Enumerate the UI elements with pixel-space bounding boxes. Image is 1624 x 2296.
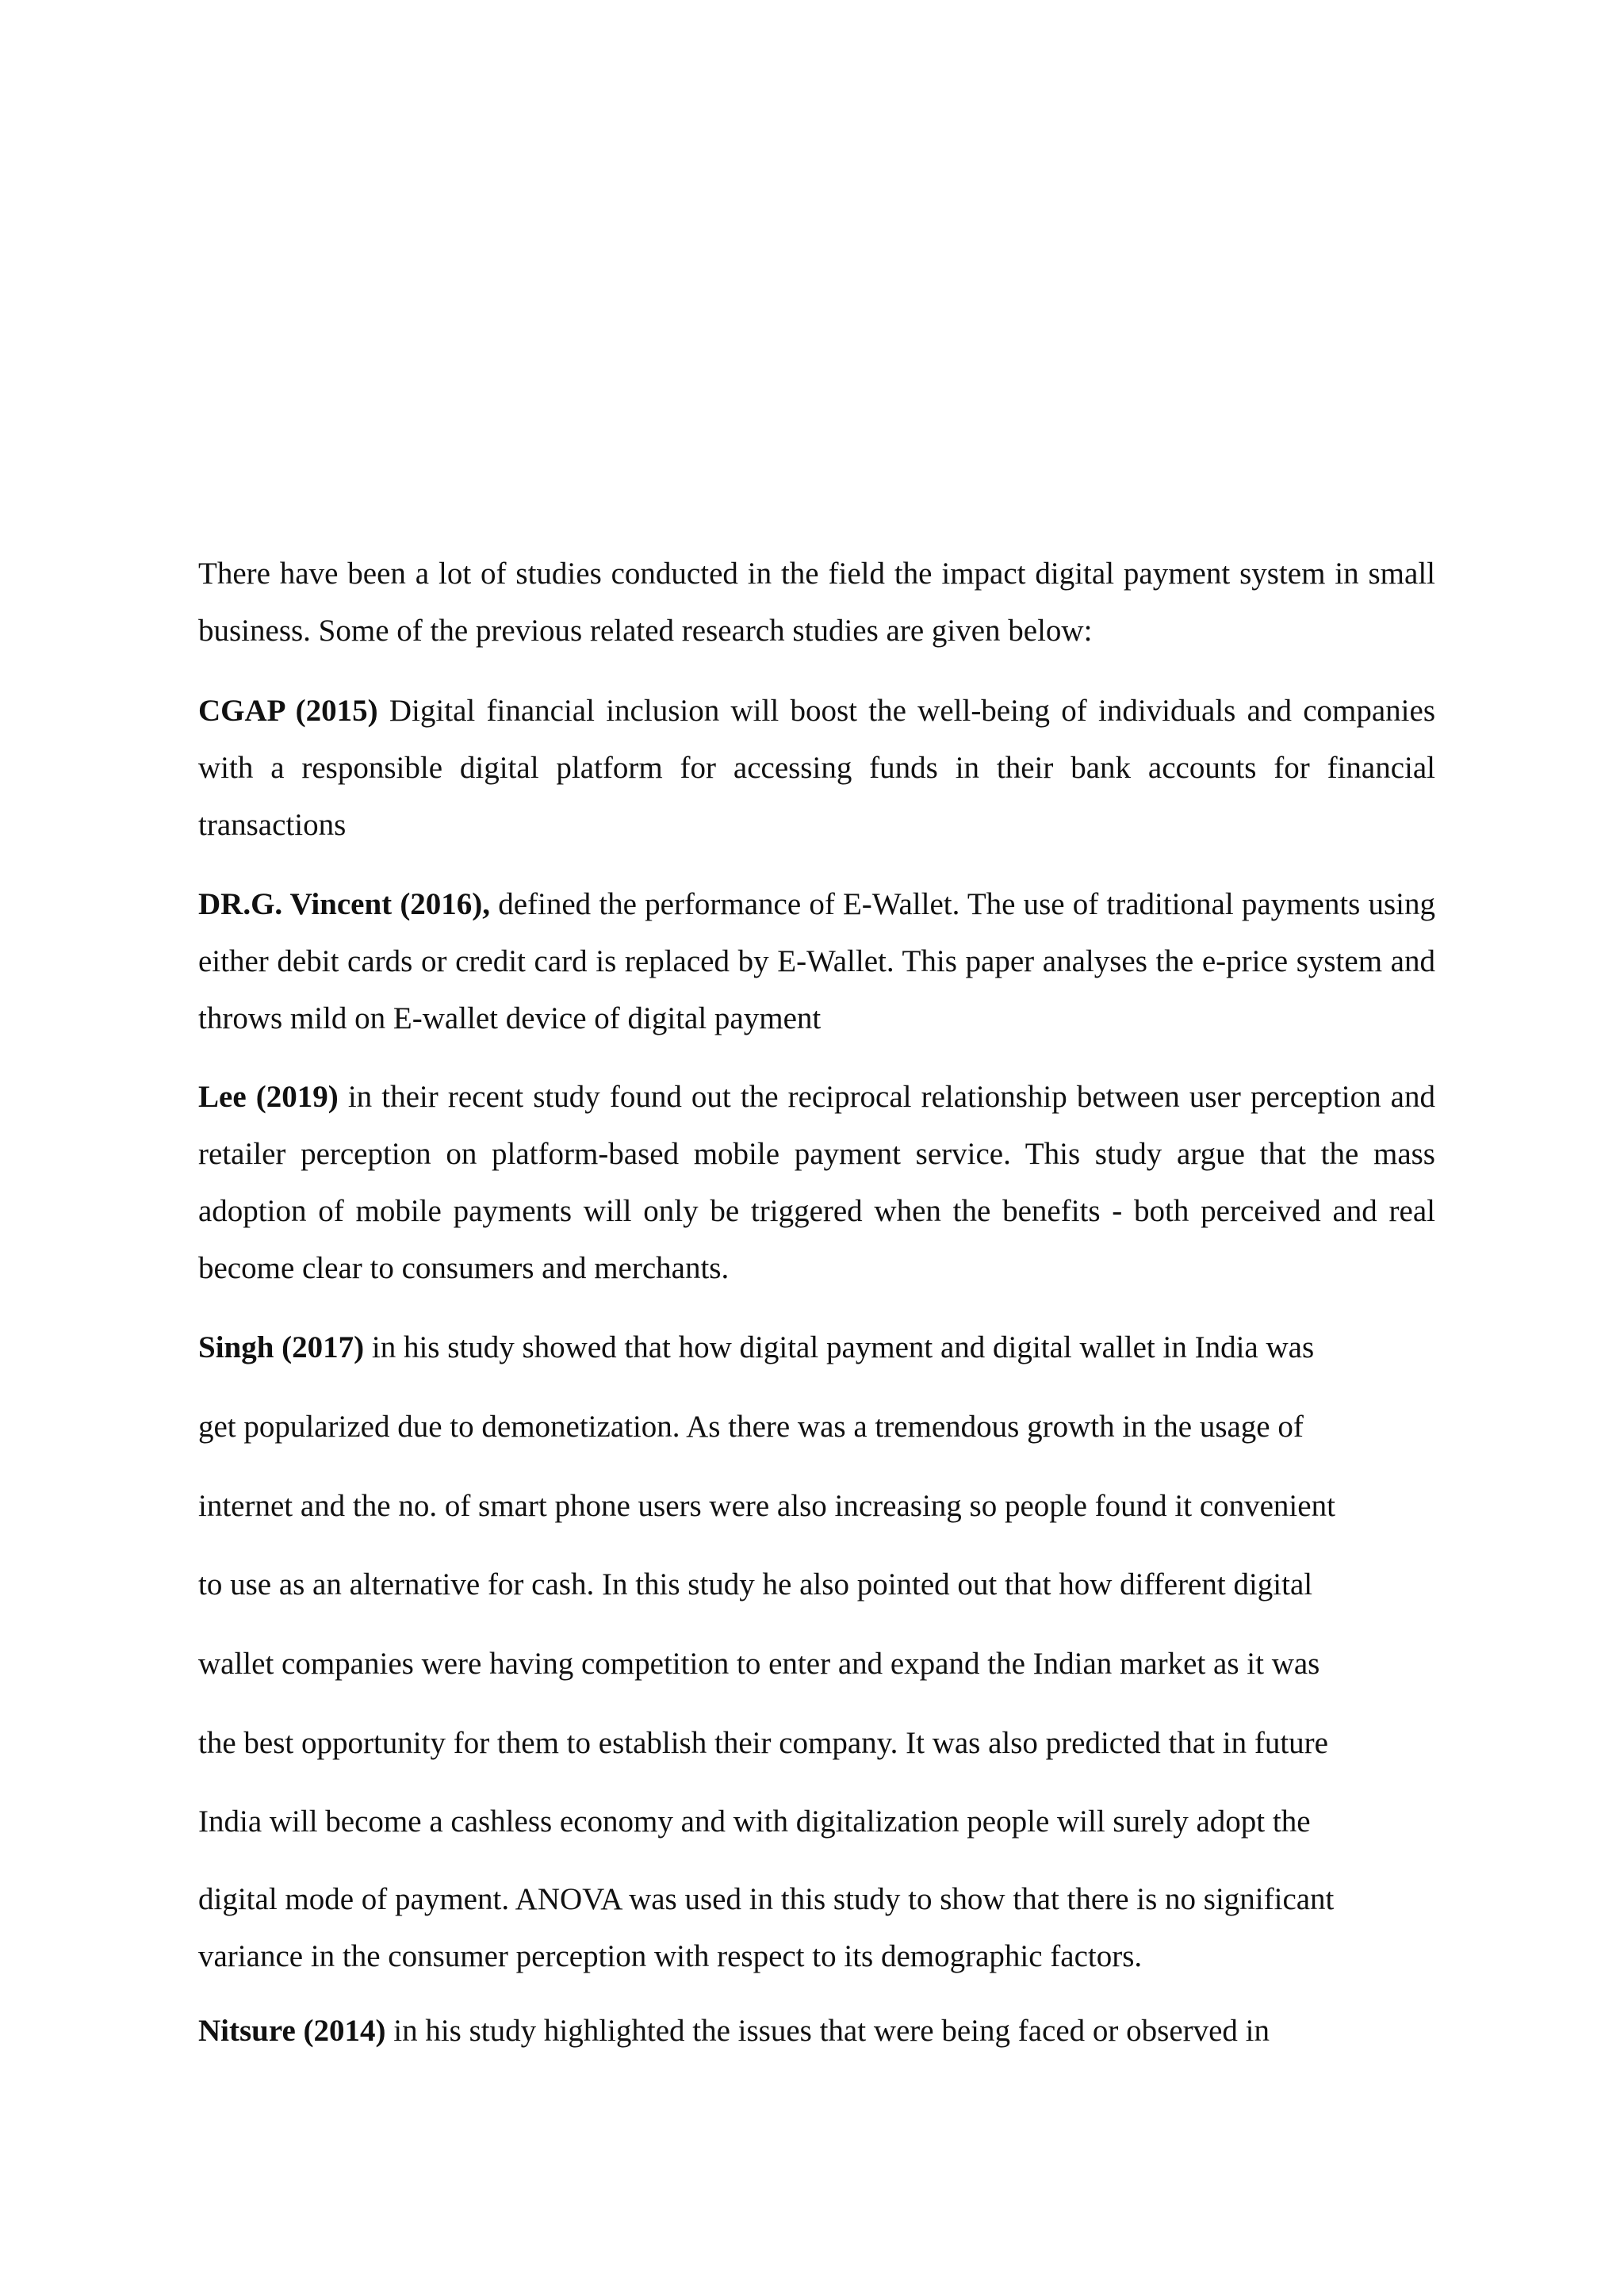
singh-line: the best opportunity for them to establish their company. It was also predicted that in future xyxy=(198,1726,1328,1760)
singh-line: internet and the no. of smart phone users were also increasing so people found it convenient xyxy=(198,1489,1335,1523)
singh-line xyxy=(198,1319,1435,1376)
singh-line: get popularized due to demonetization. As there was a tremendous growth in the usage of xyxy=(198,1410,1304,1444)
singh-line-text: in his study showed that how digital payment and digital wallet in India was xyxy=(364,1330,1315,1364)
nitsure-paragraph xyxy=(198,2003,1435,2060)
lee-paragraph xyxy=(198,1069,1435,1297)
lee-text: in their recent study found out the reciprocal relationship between user perception and retailer perception on platform-based mobile payment service. This study argue that the mass adoption of mobile payments will only be triggered when the benefits - both perceived and real become clear to consumers and merchants. xyxy=(198,1080,1435,1285)
singh-line: to use as an alternative for cash. In this study he also pointed out that how different digital xyxy=(198,1567,1313,1601)
cgap-citation: CGAP (2015) xyxy=(198,694,378,728)
cgap-text: Digital financial inclusion will boost the well-being of individuals and companies with a responsible digital platform for accessing funds in their bank accounts for financial transactions xyxy=(198,694,1436,842)
singh-line: digital mode of payment. ANOVA was used in this study to show that there is no significant xyxy=(198,1882,1335,1916)
nitsure-text: in his study highlighted the issues that were being faced or observed in xyxy=(385,2014,1270,2048)
lee-citation: Lee (2019) xyxy=(198,1080,339,1114)
cgap-paragraph xyxy=(198,683,1435,854)
vincent-text: defined the performance of E-Wallet. The use of traditional payments using either debit cards or credit card is replaced by E-Wallet. This paper analyses the e-price system and throws mild on E-wallet device of digital payment xyxy=(198,887,1436,1035)
intro-text: There have been a lot of studies conducted in the field the impact digital payment system in small business. Some of the previous related research studies are given below: xyxy=(198,557,1435,648)
singh-line: wallet companies were having competition to enter and expand the Indian market as it was xyxy=(198,1647,1320,1681)
singh-line: India will become a cashless economy and with digitalization people will surely adopt the xyxy=(198,1804,1311,1839)
nitsure-citation: Nitsure (2014) xyxy=(198,2014,386,2048)
vincent-citation: DR.G. Vincent (2016), xyxy=(198,887,491,921)
singh-citation: Singh (2017) xyxy=(198,1330,365,1364)
vincent-paragraph xyxy=(198,876,1435,1047)
singh-line: variance in the consumer perception with respect to its demographic factors. xyxy=(198,1939,1143,1973)
intro-paragraph xyxy=(198,545,1435,660)
